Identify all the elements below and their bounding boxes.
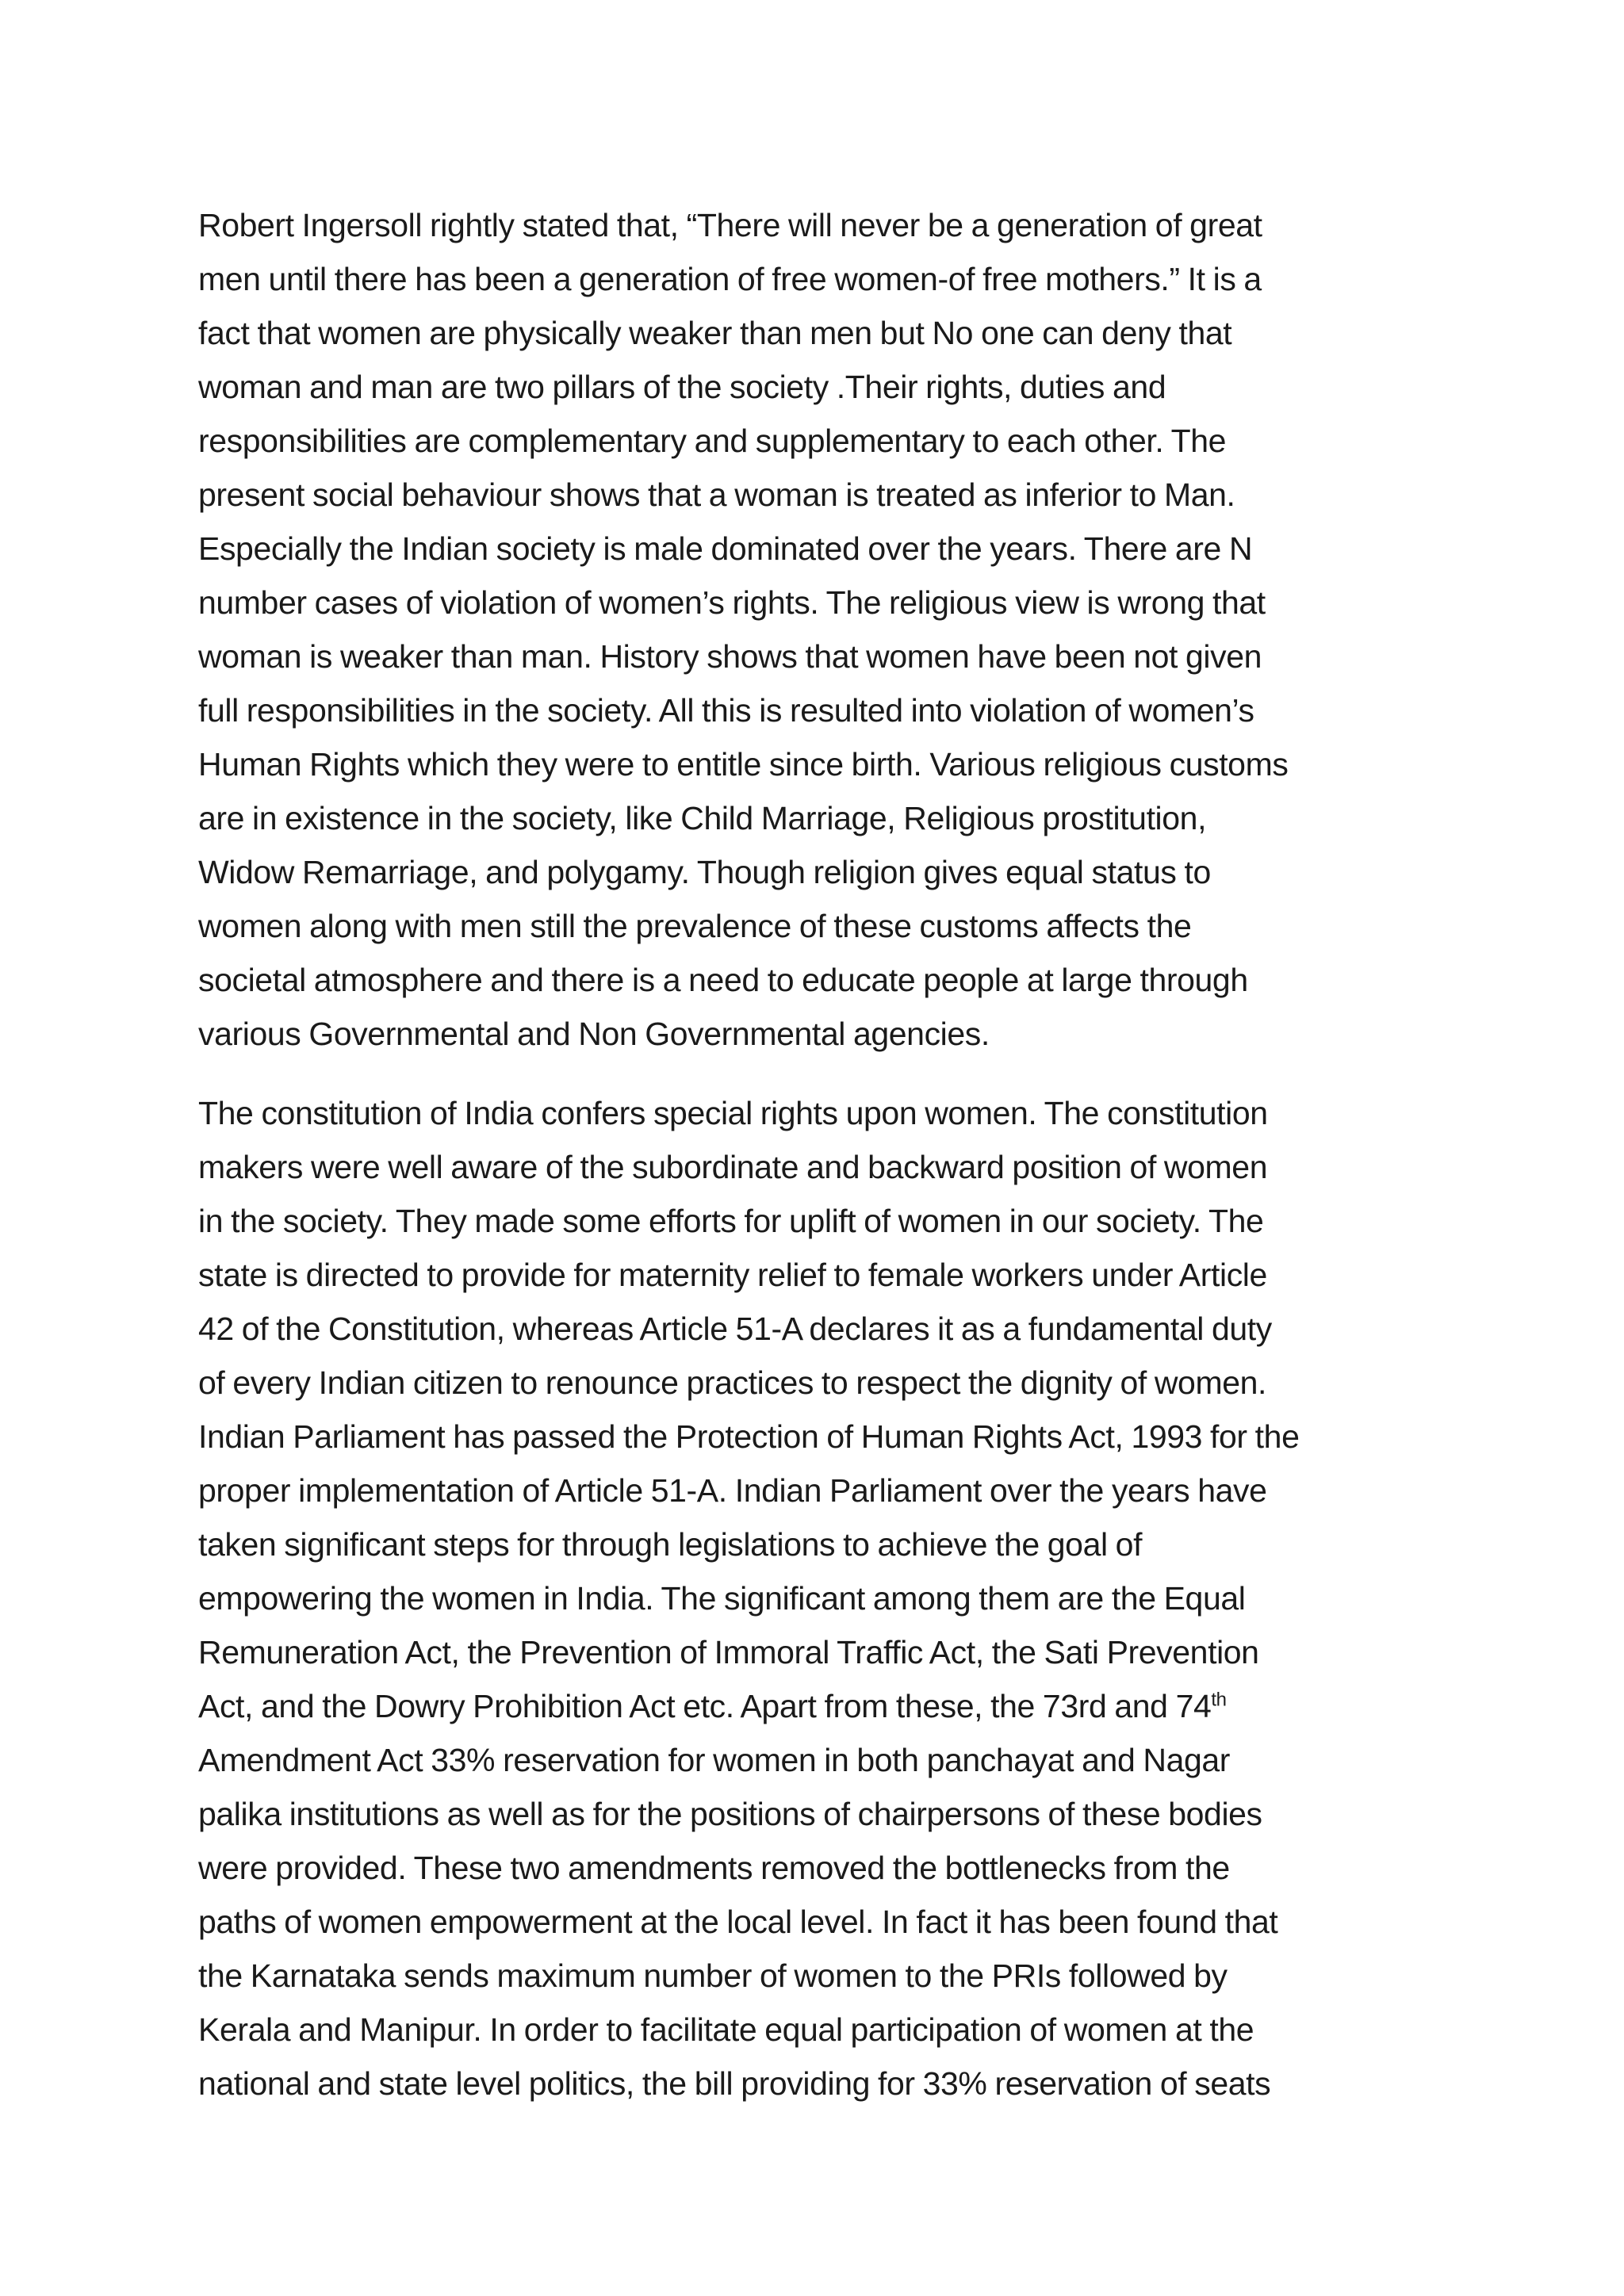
- paragraph-2-line: 42 of the Constitution, whereas Article 51-A declares it as a fundamental duty: [198, 1311, 1272, 1347]
- paragraph-1-line: various Governmental and Non Governmental agencies.: [198, 1016, 990, 1052]
- paragraph-2-line: taken significant steps for through legislations to achieve the goal of: [198, 1526, 1143, 1563]
- paragraph-2-line: in the society. They made some efforts for uplift of women in our society. The: [198, 1203, 1264, 1239]
- paragraph-2-line: palika institutions as well as for the positions of chairpersons of these bodies: [198, 1796, 1262, 1832]
- paragraph-2-line: The constitution of India confers special rights upon women. The constitution: [198, 1095, 1268, 1131]
- paragraph-1-line: number cases of violation of women’s rights. The religious view is wrong that: [198, 584, 1266, 621]
- paragraph-1-line: woman and man are two pillars of the society .Their rights, duties and: [198, 369, 1166, 405]
- paragraph-2-line: national and state level politics, the bill providing for 33% reservation of seats: [198, 2065, 1271, 2102]
- paragraph-2-line: were provided. These two amendments removed the bottlenecks from the: [198, 1850, 1230, 1886]
- paragraph-2-line: Indian Parliament has passed the Protection of Human Rights Act, 1993 for the: [198, 1418, 1300, 1455]
- paragraph-1-line: societal atmosphere and there is a need to educate people at large through: [198, 962, 1248, 998]
- paragraph-2-line: empowering the women in India. The significant among them are the Equal: [198, 1580, 1246, 1617]
- paragraph-2-line: Remuneration Act, the Prevention of Immoral Traffic Act, the Sati Prevention: [198, 1634, 1259, 1670]
- paragraph-1-line: full responsibilities in the society. All this is resulted into violation of women’s: [198, 692, 1254, 729]
- paragraph-2-line: of every Indian citizen to renounce practices to respect the dignity of women.: [198, 1364, 1266, 1401]
- paragraph-1-line: women along with men still the prevalence of these customs affects the: [198, 908, 1192, 944]
- paragraph-1-line: fact that women are physically weaker than men but No one can deny that: [198, 315, 1232, 351]
- paragraph-1-line: men until there has been a generation of free women-of free mothers.” It is a: [198, 261, 1262, 297]
- paragraph-2-line-text: Act, and the Dowry Prohibition Act etc. Apart from these, the 73rd and 74: [198, 1688, 1212, 1724]
- paragraph-1-line: responsibilities are complementary and supplementary to each other. The: [198, 423, 1227, 459]
- paragraph-1-line: are in existence in the society, like Child Marriage, Religious prostitution,: [198, 800, 1207, 836]
- paragraph-2-line: paths of women empowerment at the local level. In fact it has been found that: [198, 1904, 1278, 1940]
- paragraph-1-line: woman is weaker than man. History shows that women have been not given: [198, 638, 1262, 675]
- paragraph-2-line: Amendment Act 33% reservation for women in both panchayat and Nagar: [198, 1742, 1231, 1778]
- paragraph-2-line-with-superscript: [198, 1679, 1451, 1733]
- paragraph-1-line: Especially the Indian society is male dominated over the years. There are N: [198, 530, 1253, 567]
- paragraph-2: [198, 1086, 1451, 2110]
- paragraph-1: [198, 198, 1451, 1061]
- paragraph-2-line: Kerala and Manipur. In order to facilitate equal participation of women at the: [198, 2011, 1254, 2048]
- paragraph-2-line: makers were well aware of the subordinate and backward position of women: [198, 1149, 1268, 1185]
- paragraph-2-line: state is directed to provide for maternity relief to female workers under Article: [198, 1257, 1267, 1293]
- paragraph-1-line: Robert Ingersoll rightly stated that, “There will never be a generation of great: [198, 207, 1262, 243]
- paragraph-2-line: proper implementation of Article 51-A. Indian Parliament over the years have: [198, 1472, 1267, 1509]
- ordinal-superscript: th: [1211, 1689, 1227, 1711]
- paragraph-1-line: Human Rights which they were to entitle since birth. Various religious customs: [198, 746, 1289, 783]
- paragraph-2-line: the Karnataka sends maximum number of women to the PRIs followed by: [198, 1957, 1228, 1994]
- paragraph-1-line: Widow Remarriage, and polygamy. Though religion gives equal status to: [198, 854, 1211, 890]
- paragraph-1-line: present social behaviour shows that a woman is treated as inferior to Man.: [198, 476, 1235, 513]
